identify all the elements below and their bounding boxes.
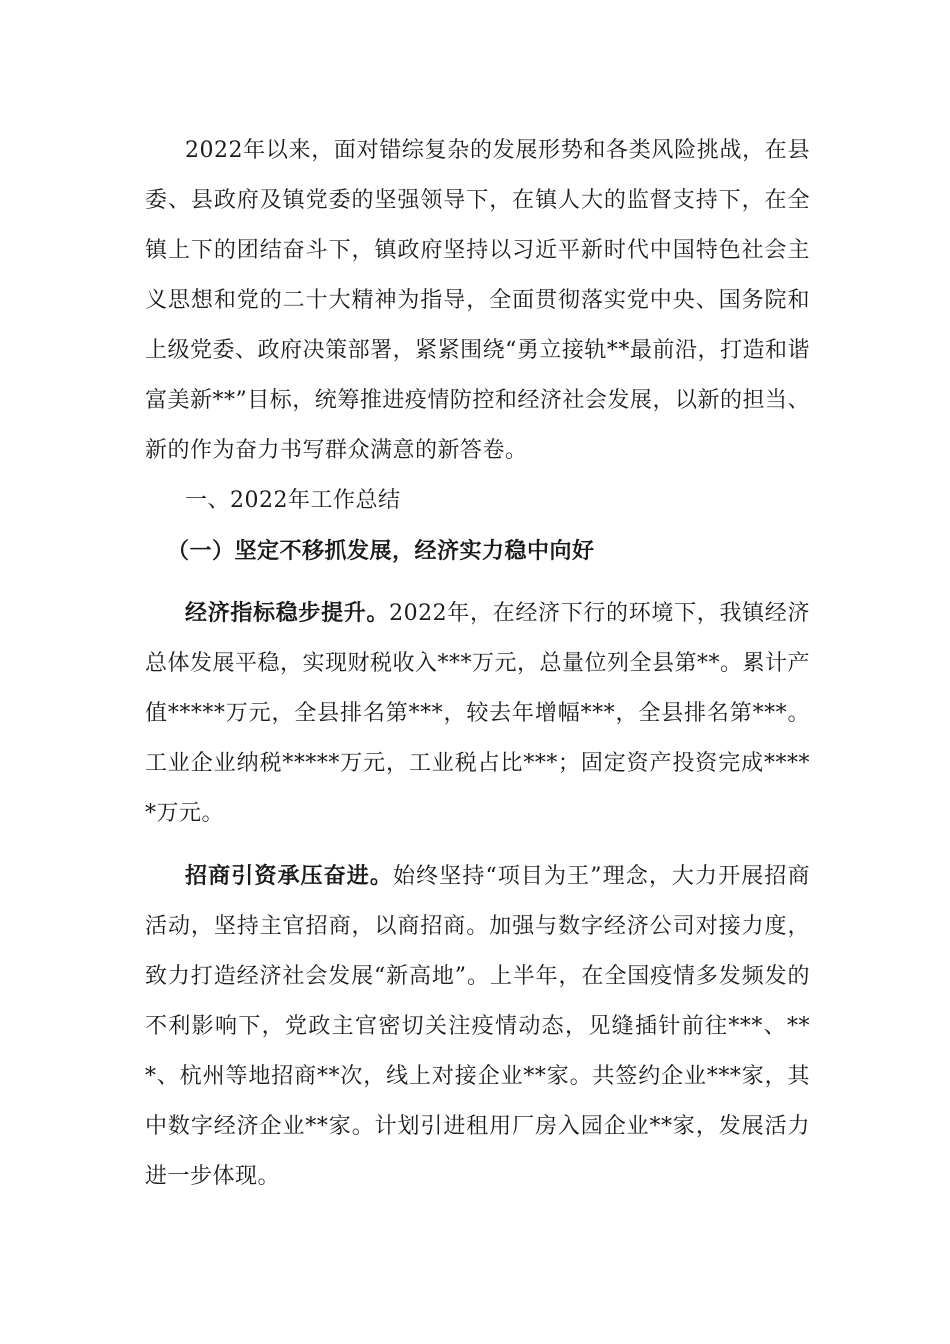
- intro-paragraph: 2022年以来，面对错综复杂的发展形势和各类风险挑战，在县委、县政府及镇党委的坚强领导下，在镇人大的监督支持下，在全镇上下的团结奋斗下，镇政府坚持以习近平新时代中国特色社会主义思想和党的二十大精神为指导，全面贯彻落实党中央、国务院和上级党委、政府决策部署，紧紧围绕“勇立接轨**最前沿，打造和谐富美新**”目标，统筹推进疫情防控和经济社会发展，以新的担当、新的作为奋力书写群众满意的新答卷。: [145, 138, 810, 463]
- investment-paragraph: [145, 851, 810, 1202]
- paragraph-body: 2022年，在经济下行的环境下，我镇经济总体发展平稳，实现财税收入***万元，总量位列全县第**。累计产值*****万元，全县排名第***，较去年增幅***，全县排名第***。工业企业纳税*****万元，工业税占比***；固定资产投资完成*****万元。: [145, 601, 811, 826]
- paragraph-lead: 经济指标稳步提升。: [185, 600, 390, 626]
- economic-indicators-paragraph: [145, 588, 810, 839]
- section-heading: 一、2022年工作总结: [185, 488, 401, 513]
- paragraph-lead: 招商引资承压奋进。: [185, 863, 393, 889]
- document-page: [145, 126, 810, 1202]
- subsection-heading: （一）坚定不移抓发展，经济实力稳中向好: [167, 538, 595, 564]
- paragraph-body: 始终坚持“项目为王”理念，大力开展招商活动，坚持主官招商，以商招商。加强与数字经济公司对接力度，致力打造经济社会发展“新高地”。上半年，在全国疫情多发频发的不利影响下，党政主官密切关注疫情动态，见缝插针前往***、***、杭州等地招商**次，线上对接企业**家。共签约企业***家，其中数字经济企业**家。计划引进租用厂房入园企业**家，发展活力进一步体现。: [145, 864, 810, 1189]
